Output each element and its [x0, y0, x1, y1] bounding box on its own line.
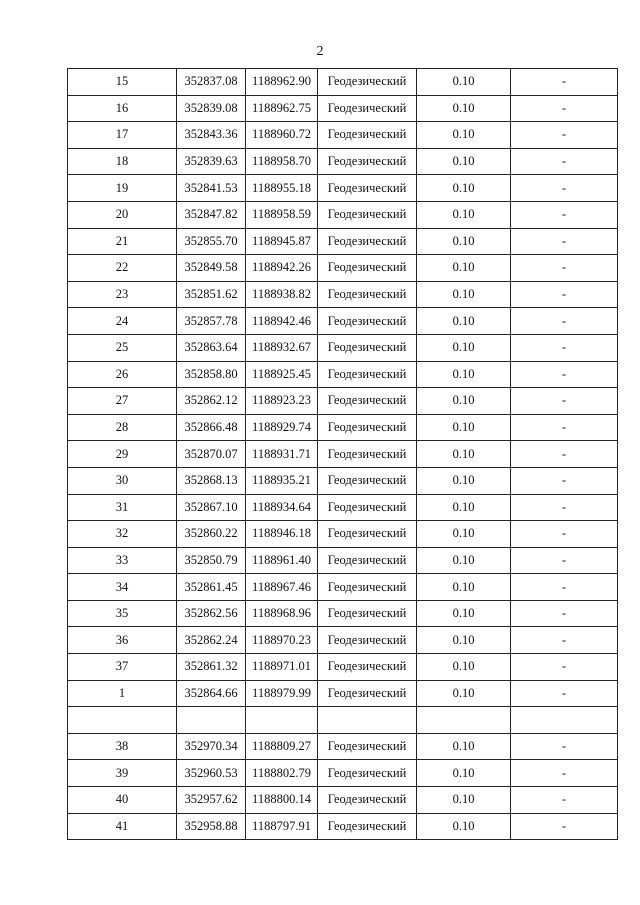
point-number-cell: 25	[68, 334, 177, 361]
accuracy-cell: 0.10	[417, 255, 511, 282]
method-cell: Геодезический	[318, 547, 417, 574]
accuracy-cell: 0.10	[417, 334, 511, 361]
point-number-cell: 34	[68, 574, 177, 601]
description-cell: -	[511, 228, 618, 255]
point-number-cell: 15	[68, 69, 177, 96]
x-coordinate-cell: 352847.82	[177, 201, 246, 228]
accuracy-cell: 0.10	[417, 680, 511, 707]
accuracy-cell: 0.10	[417, 122, 511, 149]
table-row	[68, 680, 618, 707]
description-cell: -	[511, 255, 618, 282]
method-cell: Геодезический	[318, 760, 417, 787]
x-coordinate-cell: 352861.45	[177, 574, 246, 601]
y-coordinate-cell: 1188946.18	[246, 521, 318, 548]
description-cell: -	[511, 95, 618, 122]
x-coordinate-cell: 352866.48	[177, 414, 246, 441]
y-coordinate-cell: 1188971.01	[246, 654, 318, 681]
point-number-cell: 26	[68, 361, 177, 388]
y-coordinate-cell: 1188932.67	[246, 334, 318, 361]
table-row	[68, 148, 618, 175]
accuracy-cell: 0.10	[417, 95, 511, 122]
method-cell: Геодезический	[318, 148, 417, 175]
method-cell: Геодезический	[318, 308, 417, 335]
point-number-cell	[68, 707, 177, 734]
x-coordinate-cell: 352970.34	[177, 733, 246, 760]
table-row	[68, 547, 618, 574]
point-number-cell: 24	[68, 308, 177, 335]
description-cell: -	[511, 627, 618, 654]
y-coordinate-cell: 1188925.45	[246, 361, 318, 388]
accuracy-cell: 0.10	[417, 69, 511, 96]
method-cell	[318, 707, 417, 734]
method-cell: Геодезический	[318, 388, 417, 415]
point-number-cell: 27	[68, 388, 177, 415]
x-coordinate-cell: 352862.24	[177, 627, 246, 654]
accuracy-cell: 0.10	[417, 467, 511, 494]
table-row	[68, 441, 618, 468]
description-cell: -	[511, 521, 618, 548]
y-coordinate-cell: 1188942.46	[246, 308, 318, 335]
table-row	[68, 255, 618, 282]
y-coordinate-cell: 1188938.82	[246, 281, 318, 308]
method-cell: Геодезический	[318, 654, 417, 681]
method-cell: Геодезический	[318, 521, 417, 548]
table-row	[68, 813, 618, 840]
y-coordinate-cell: 1188934.64	[246, 494, 318, 521]
description-cell: -	[511, 308, 618, 335]
point-number-cell: 20	[68, 201, 177, 228]
accuracy-cell: 0.10	[417, 281, 511, 308]
y-coordinate-cell	[246, 707, 318, 734]
accuracy-cell: 0.10	[417, 733, 511, 760]
y-coordinate-cell: 1188929.74	[246, 414, 318, 441]
accuracy-cell: 0.10	[417, 760, 511, 787]
y-coordinate-cell: 1188809.27	[246, 733, 318, 760]
y-coordinate-cell: 1188958.59	[246, 201, 318, 228]
point-number-cell: 16	[68, 95, 177, 122]
description-cell: -	[511, 122, 618, 149]
description-cell: -	[511, 148, 618, 175]
description-cell: -	[511, 281, 618, 308]
table-row	[68, 494, 618, 521]
method-cell: Геодезический	[318, 334, 417, 361]
accuracy-cell: 0.10	[417, 600, 511, 627]
x-coordinate-cell: 352957.62	[177, 787, 246, 814]
point-number-cell: 22	[68, 255, 177, 282]
table-row	[68, 281, 618, 308]
point-number-cell: 31	[68, 494, 177, 521]
x-coordinate-cell: 352850.79	[177, 547, 246, 574]
x-coordinate-cell: 352841.53	[177, 175, 246, 202]
x-coordinate-cell: 352849.58	[177, 255, 246, 282]
table-row	[68, 361, 618, 388]
accuracy-cell: 0.10	[417, 521, 511, 548]
table-row	[68, 95, 618, 122]
table-row	[68, 654, 618, 681]
method-cell: Геодезический	[318, 787, 417, 814]
method-cell: Геодезический	[318, 175, 417, 202]
y-coordinate-cell: 1188968.96	[246, 600, 318, 627]
table-row	[68, 175, 618, 202]
description-cell: -	[511, 175, 618, 202]
y-coordinate-cell: 1188923.23	[246, 388, 318, 415]
method-cell: Геодезический	[318, 95, 417, 122]
method-cell: Геодезический	[318, 574, 417, 601]
point-number-cell: 37	[68, 654, 177, 681]
description-cell: -	[511, 600, 618, 627]
point-number-cell: 36	[68, 627, 177, 654]
separator-row	[68, 707, 618, 734]
point-number-cell: 41	[68, 813, 177, 840]
point-number-cell: 30	[68, 467, 177, 494]
point-number-cell: 35	[68, 600, 177, 627]
accuracy-cell: 0.10	[417, 787, 511, 814]
table-row	[68, 627, 618, 654]
table-row	[68, 122, 618, 149]
point-number-cell: 1	[68, 680, 177, 707]
table-row	[68, 733, 618, 760]
description-cell: -	[511, 334, 618, 361]
point-number-cell: 32	[68, 521, 177, 548]
x-coordinate-cell: 352867.10	[177, 494, 246, 521]
point-number-cell: 38	[68, 733, 177, 760]
point-number-cell: 28	[68, 414, 177, 441]
y-coordinate-cell: 1188931.71	[246, 441, 318, 468]
method-cell: Геодезический	[318, 813, 417, 840]
method-cell: Геодезический	[318, 600, 417, 627]
x-coordinate-cell: 352864.66	[177, 680, 246, 707]
y-coordinate-cell: 1188942.26	[246, 255, 318, 282]
x-coordinate-cell: 352868.13	[177, 467, 246, 494]
description-cell: -	[511, 414, 618, 441]
coordinates-table-body	[68, 69, 618, 840]
point-number-cell: 21	[68, 228, 177, 255]
table-row	[68, 760, 618, 787]
method-cell: Геодезический	[318, 467, 417, 494]
accuracy-cell: 0.10	[417, 654, 511, 681]
y-coordinate-cell: 1188967.46	[246, 574, 318, 601]
description-cell	[511, 707, 618, 734]
description-cell: -	[511, 547, 618, 574]
point-number-cell: 19	[68, 175, 177, 202]
method-cell: Геодезический	[318, 201, 417, 228]
method-cell: Геодезический	[318, 69, 417, 96]
accuracy-cell: 0.10	[417, 361, 511, 388]
x-coordinate-cell: 352862.56	[177, 600, 246, 627]
x-coordinate-cell: 352861.32	[177, 654, 246, 681]
accuracy-cell: 0.10	[417, 813, 511, 840]
description-cell: -	[511, 680, 618, 707]
y-coordinate-cell: 1188802.79	[246, 760, 318, 787]
y-coordinate-cell: 1188800.14	[246, 787, 318, 814]
y-coordinate-cell: 1188960.72	[246, 122, 318, 149]
y-coordinate-cell: 1188935.21	[246, 467, 318, 494]
point-number-cell: 18	[68, 148, 177, 175]
table-row	[68, 521, 618, 548]
accuracy-cell: 0.10	[417, 627, 511, 654]
y-coordinate-cell: 1188962.90	[246, 69, 318, 96]
y-coordinate-cell: 1188970.23	[246, 627, 318, 654]
accuracy-cell: 0.10	[417, 441, 511, 468]
x-coordinate-cell: 352958.88	[177, 813, 246, 840]
accuracy-cell: 0.10	[417, 574, 511, 601]
method-cell: Геодезический	[318, 414, 417, 441]
table-row	[68, 69, 618, 96]
description-cell: -	[511, 388, 618, 415]
accuracy-cell: 0.10	[417, 388, 511, 415]
x-coordinate-cell: 352843.36	[177, 122, 246, 149]
x-coordinate-cell: 352858.80	[177, 361, 246, 388]
point-number-cell: 17	[68, 122, 177, 149]
table-row	[68, 787, 618, 814]
description-cell: -	[511, 494, 618, 521]
accuracy-cell: 0.10	[417, 308, 511, 335]
point-number-cell: 29	[68, 441, 177, 468]
description-cell: -	[511, 813, 618, 840]
method-cell: Геодезический	[318, 361, 417, 388]
description-cell: -	[511, 574, 618, 601]
table-row	[68, 467, 618, 494]
x-coordinate-cell: 352839.63	[177, 148, 246, 175]
y-coordinate-cell: 1188962.75	[246, 95, 318, 122]
x-coordinate-cell: 352860.22	[177, 521, 246, 548]
accuracy-cell: 0.10	[417, 414, 511, 441]
point-number-cell: 39	[68, 760, 177, 787]
table-row	[68, 388, 618, 415]
y-coordinate-cell: 1188979.99	[246, 680, 318, 707]
x-coordinate-cell: 352837.08	[177, 69, 246, 96]
description-cell: -	[511, 654, 618, 681]
method-cell: Геодезический	[318, 281, 417, 308]
method-cell: Геодезический	[318, 122, 417, 149]
description-cell: -	[511, 760, 618, 787]
description-cell: -	[511, 361, 618, 388]
description-cell: -	[511, 69, 618, 96]
x-coordinate-cell	[177, 707, 246, 734]
x-coordinate-cell: 352839.08	[177, 95, 246, 122]
description-cell: -	[511, 441, 618, 468]
method-cell: Геодезический	[318, 680, 417, 707]
x-coordinate-cell: 352863.64	[177, 334, 246, 361]
accuracy-cell: 0.10	[417, 148, 511, 175]
table-row	[68, 600, 618, 627]
accuracy-cell	[417, 707, 511, 734]
table-row	[68, 228, 618, 255]
y-coordinate-cell: 1188945.87	[246, 228, 318, 255]
x-coordinate-cell: 352851.62	[177, 281, 246, 308]
x-coordinate-cell: 352870.07	[177, 441, 246, 468]
point-number-cell: 23	[68, 281, 177, 308]
y-coordinate-cell: 1188958.70	[246, 148, 318, 175]
accuracy-cell: 0.10	[417, 201, 511, 228]
x-coordinate-cell: 352862.12	[177, 388, 246, 415]
y-coordinate-cell: 1188797.91	[246, 813, 318, 840]
accuracy-cell: 0.10	[417, 547, 511, 574]
y-coordinate-cell: 1188961.40	[246, 547, 318, 574]
x-coordinate-cell: 352855.70	[177, 228, 246, 255]
table-row	[68, 201, 618, 228]
point-number-cell: 40	[68, 787, 177, 814]
y-coordinate-cell: 1188955.18	[246, 175, 318, 202]
accuracy-cell: 0.10	[417, 494, 511, 521]
method-cell: Геодезический	[318, 494, 417, 521]
table-row	[68, 574, 618, 601]
method-cell: Геодезический	[318, 228, 417, 255]
description-cell: -	[511, 733, 618, 760]
table-row	[68, 308, 618, 335]
method-cell: Геодезический	[318, 627, 417, 654]
description-cell: -	[511, 201, 618, 228]
method-cell: Геодезический	[318, 441, 417, 468]
table-row	[68, 334, 618, 361]
accuracy-cell: 0.10	[417, 228, 511, 255]
table-row	[68, 414, 618, 441]
method-cell: Геодезический	[318, 255, 417, 282]
point-number-cell: 33	[68, 547, 177, 574]
x-coordinate-cell: 352857.78	[177, 308, 246, 335]
description-cell: -	[511, 467, 618, 494]
x-coordinate-cell: 352960.53	[177, 760, 246, 787]
coordinates-table	[67, 68, 618, 840]
method-cell: Геодезический	[318, 733, 417, 760]
accuracy-cell: 0.10	[417, 175, 511, 202]
page-number: 2	[316, 44, 324, 59]
description-cell: -	[511, 787, 618, 814]
